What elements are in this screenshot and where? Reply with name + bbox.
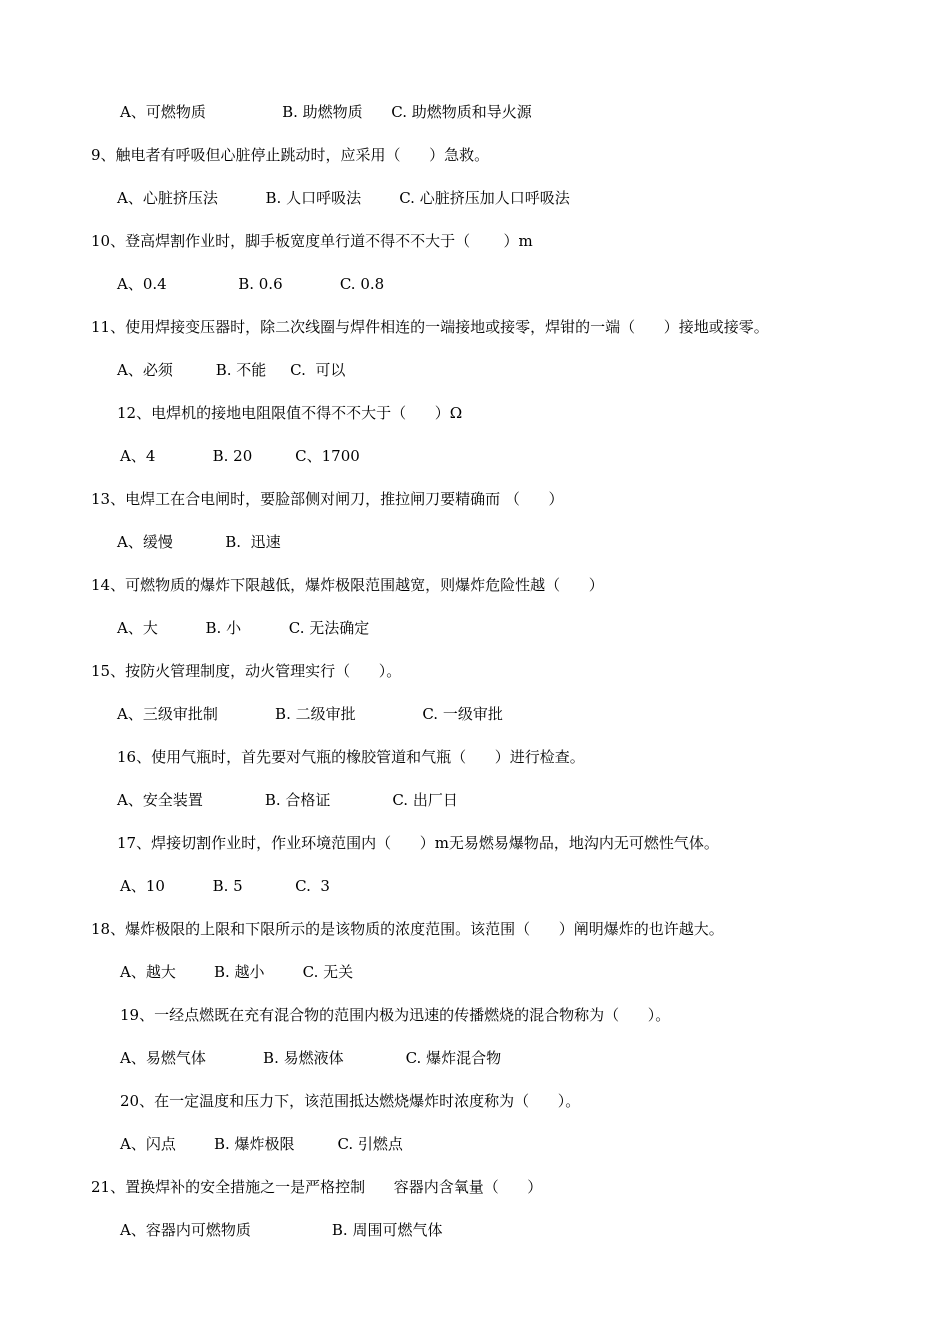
question-line: 16、使用气瓶时，首先要对气瓶的橡胶管道和气瓶（ ）进行检查。	[117, 748, 585, 766]
question-line: 11、使用焊接变压器时，除二次线圈与焊件相连的一端接地或接零，焊钳的一端（ ）接地或接零。	[91, 318, 769, 336]
option-line: A、容器内可燃物质 B. 周围可燃气体	[120, 1221, 443, 1239]
question-line: 20、在一定温度和压力下，该范围抵达燃烧爆炸时浓度称为（ ）。	[120, 1092, 581, 1110]
option-line: A、安全装置 B. 合格证 C. 出厂日	[117, 791, 458, 809]
option-line: A、4 B. 20 C、1700	[120, 447, 360, 465]
option-line: A、三级审批制 B. 二级审批 C. 一级审批	[117, 705, 503, 723]
question-line: 15、按防火管理制度，动火管理实行（ ）。	[91, 662, 402, 680]
question-line: 17、焊接切割作业时，作业环境范围内（ ）m无易燃易爆物品，地沟内无可燃性气体。	[117, 834, 719, 852]
option-line: A、易燃气体 B. 易燃液体 C. 爆炸混合物	[120, 1049, 502, 1067]
option-line: A、可燃物质 B. 助燃物质 C. 助燃物质和导火源	[120, 103, 532, 121]
question-line: 13、电焊工在合电闸时，要脸部侧对闸刀，推拉闸刀要精确而 （ ）	[91, 490, 564, 508]
option-line: A、闪点 B. 爆炸极限 C. 引燃点	[120, 1135, 403, 1153]
option-line: A、缓慢 B. 迅速	[117, 533, 281, 551]
question-line: 12、电焊机的接地电阻限值不得不不大于（ ）Ω	[117, 404, 463, 422]
option-line: A、0.4 B. 0.6 C. 0.8	[117, 275, 385, 293]
question-line: 10、登高焊割作业时，脚手板宽度单行道不得不不大于（ ）m	[91, 232, 533, 250]
option-line: A、必须 B. 不能 C. 可以	[117, 361, 346, 379]
option-line: A、10 B. 5 C. 3	[120, 877, 330, 895]
question-line: 19、一经点燃既在充有混合物的范围内极为迅速的传播燃烧的混合物称为（ ）。	[120, 1006, 671, 1024]
option-line: A、越大 B. 越小 C. 无关	[120, 963, 354, 981]
option-line: A、大 B. 小 C. 无法确定	[117, 619, 370, 637]
question-line: 18、爆炸极限的上限和下限所示的是该物质的浓度范围。该范围（ ）阐明爆炸的也许越大。	[91, 920, 724, 938]
question-line: 21、置换焊补的安全措施之一是严格控制 容器内含氧量（ ）	[91, 1178, 543, 1196]
question-line: 9、触电者有呼吸但心脏停止跳动时，应采用（ ）急救。	[91, 146, 490, 164]
question-line: 14、可燃物质的爆炸下限越低，爆炸极限范围越宽，则爆炸危险性越（ ）	[91, 576, 604, 594]
option-line: A、心脏挤压法 B. 人口呼吸法 C. 心脏挤压加人口呼吸法	[117, 189, 570, 207]
